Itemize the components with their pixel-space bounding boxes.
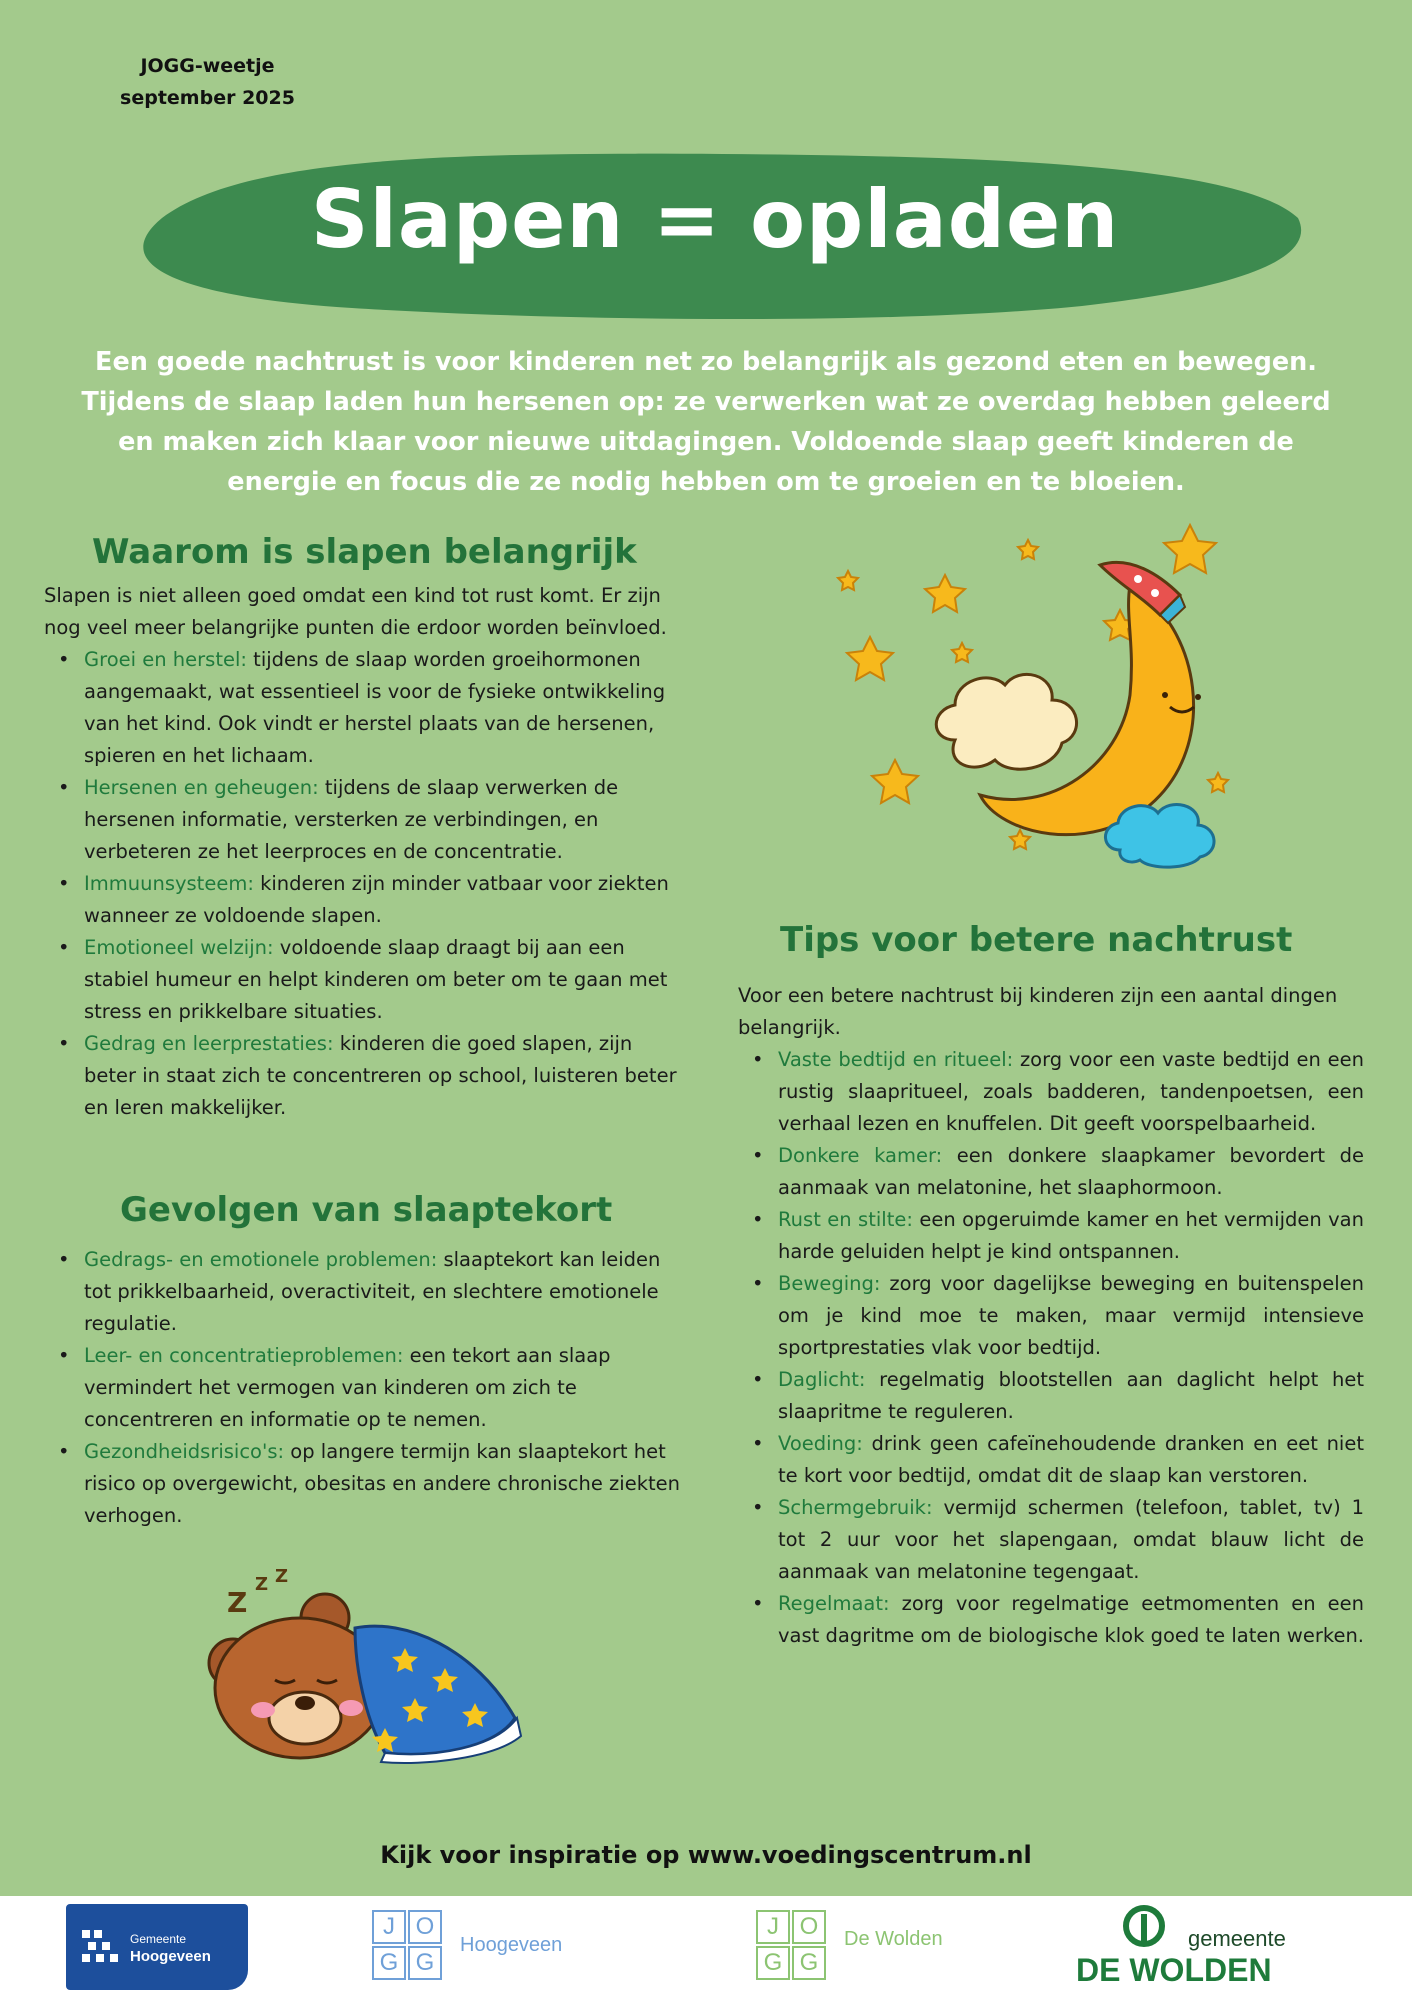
list-item: • Leer- en concentratieproblemen: een tekort aan slaap vermindert het vermogen van kinderen om zich te concentreren en informatie op te nemen.	[44, 1340, 690, 1436]
list-item: • Schermgebruik: vermijd schermen (telefoon, tablet, tv) 1 tot 2 uur voor het slapengaan, omdat blauw licht de aanmaak van melatonine tegengaat.	[738, 1492, 1364, 1588]
gemeente-hoogeveen-logo	[66, 1904, 248, 1990]
star-icon	[1208, 773, 1228, 792]
intro-paragraph: Een goede nachtrust is voor kinderen net zo belangrijk als gezond eten en bewegen. Tijdens de slaap laden hun hersenen op: ze verwerken wat ze overdag hebben geleerd en maken zich klaar voor nieuwe uitdagingen. Voldoende slaap geeft kinderen de energie en focus die ze nodig hebben om te groeien en te bloeien.	[81, 347, 1331, 497]
tips-intro: Voor een betere nachtrust bij kinderen zijn een aantal dingen belangrijk.	[738, 984, 1338, 1039]
issue-date: september 2025	[120, 87, 295, 109]
list-item: • Rust en stilte: een opgeruimde kamer en het vermijden van harde geluiden helpt je kind ontspannen.	[738, 1204, 1364, 1268]
list-item: • Beweging: zorg voor dagelijkse beweging en buitenspelen om je kind moe te maken, maar vermijd intensieve sportprestaties vlak voor bedtijd.	[738, 1268, 1364, 1364]
hoogeveen-gemeente-text: Gemeente	[130, 1932, 187, 1946]
tips-section	[738, 916, 1364, 1652]
dewolden-emblem-icon	[1122, 1904, 1166, 1948]
why-intro: Slapen is niet alleen goed omdat een kind tot rust komt. Er zijn nog veel meer belangrijke punten die erdoor worden beïnvloed.	[44, 584, 667, 639]
hoogeveen-emblem-icon	[80, 1926, 122, 1968]
cloud-icon	[1105, 804, 1214, 867]
star-icon	[847, 637, 893, 680]
sleeping-bear-illustration	[205, 1568, 525, 1768]
star-icon	[872, 760, 918, 803]
why-heading: Waarom is slapen belangrijk	[92, 532, 637, 572]
svg-text:Z: Z	[255, 1574, 269, 1595]
gemeente-dewolden-logo	[1076, 1904, 1316, 1996]
list-item: • Donkere kamer: een donkere slaapkamer bevordert de aanmaak van melatonine, het slaaphormoon.	[738, 1140, 1364, 1204]
list-item: • Regelmaat: zorg voor regelmatige eetmomenten en een vast dagritme om de biologische klok goed te laten werken.	[738, 1588, 1364, 1652]
list-item: • Gedrags- en emotionele problemen: slaaptekort kan leiden tot prikkelbaarheid, overactiviteit, en slechtere emotionele regulatie.	[44, 1244, 690, 1340]
dewolden-name-text: DE WOLDEN	[1076, 1952, 1272, 1988]
star-icon	[838, 571, 858, 590]
list-item: • Groei en herstel: tijdens de slaap worden groeihormonen aangemaakt, wat essentieel is voor de fysieke ontwikkeling van het kind. Ook vindt er herstel plaats van de hersenen, spieren en het lichaam.	[44, 644, 690, 772]
star-icon	[952, 643, 972, 662]
jogg-dewolden-logo: J O G G De Wolden	[756, 1910, 1016, 1986]
dewolden-gemeente-text: gemeente	[1188, 1926, 1286, 1951]
issue-info	[100, 50, 315, 114]
star-icon	[925, 575, 965, 612]
consequences-heading: Gevolgen van slaaptekort	[120, 1190, 613, 1230]
moon-stars-illustration	[830, 515, 1250, 885]
list-item: • Gedrag en leerprestaties: kinderen die goed slapen, zijn beter in staat zich te concentreren op school, luisteren beter en leren makkelijker.	[44, 1028, 690, 1124]
why-list	[44, 644, 690, 1124]
star-icon	[1164, 525, 1216, 573]
list-item: • Daglicht: regelmatig blootstellen aan daglicht helpt het slaapritme te reguleren.	[738, 1364, 1364, 1428]
hoogeveen-name-text: Hoogeveen	[130, 1948, 211, 1965]
consequences-list	[44, 1244, 690, 1532]
jogg-hoogeveen-label: Hoogeveen	[460, 1934, 563, 1956]
list-item: • Immuunsysteem: kinderen zijn minder vatbaar voor ziekten wanneer ze voldoende slapen.	[44, 868, 690, 932]
list-item: • Emotioneel welzijn: voldoende slaap draagt bij aan een stabiel humeur en helpt kinderen om beter om te gaan met stress en prikkelbare situaties.	[44, 932, 690, 1028]
list-item: • Hersenen en geheugen: tijdens de slaap verwerken de hersenen informatie, versterken ze verbindingen, en verbeteren ze het leerproces en de concentratie.	[44, 772, 690, 868]
cloud-icon	[936, 674, 1076, 769]
jogg-hoogeveen-logo: J O G G Hoogeveen	[372, 1910, 632, 1986]
consequences-section	[44, 1186, 690, 1532]
zzz-icon: Z	[227, 1586, 248, 1619]
star-icon	[1010, 830, 1030, 849]
footer-logos	[0, 1896, 1412, 2000]
page-title: Slapen = opladen	[310, 173, 1120, 266]
why-section	[44, 528, 690, 1124]
list-item: • Vaste bedtijd en ritueel: zorg voor een vaste bedtijd en een rustig slaapritueel, zoals badderen, tandenpoetsen, een verhaal lezen en knuffelen. Dit geeft voorspelbaarheid.	[738, 1044, 1364, 1140]
tips-list	[738, 1044, 1364, 1652]
list-item: • Voeding: drink geen cafeïnehoudende dranken en eet niet te kort voor bedtijd, omdat dit de slaap kan verstoren.	[738, 1428, 1364, 1492]
jogg-dewolden-label: De Wolden	[844, 1928, 943, 1950]
star-icon	[1018, 540, 1038, 559]
list-item: • Gezondheidsrisico's: op langere termijn kan slaaptekort het risico op overgewicht, obesitas en andere chronische ziekten verhogen.	[44, 1436, 690, 1532]
issue-title: JOGG-weetje	[140, 55, 275, 77]
svg-text:Z: Z	[275, 1568, 289, 1587]
blanket-icon	[355, 1626, 515, 1754]
inspiration-link[interactable]: Kijk voor inspiratie op www.voedingscentrum.nl	[380, 1841, 1032, 1869]
tips-heading: Tips voor betere nachtrust	[780, 920, 1293, 960]
